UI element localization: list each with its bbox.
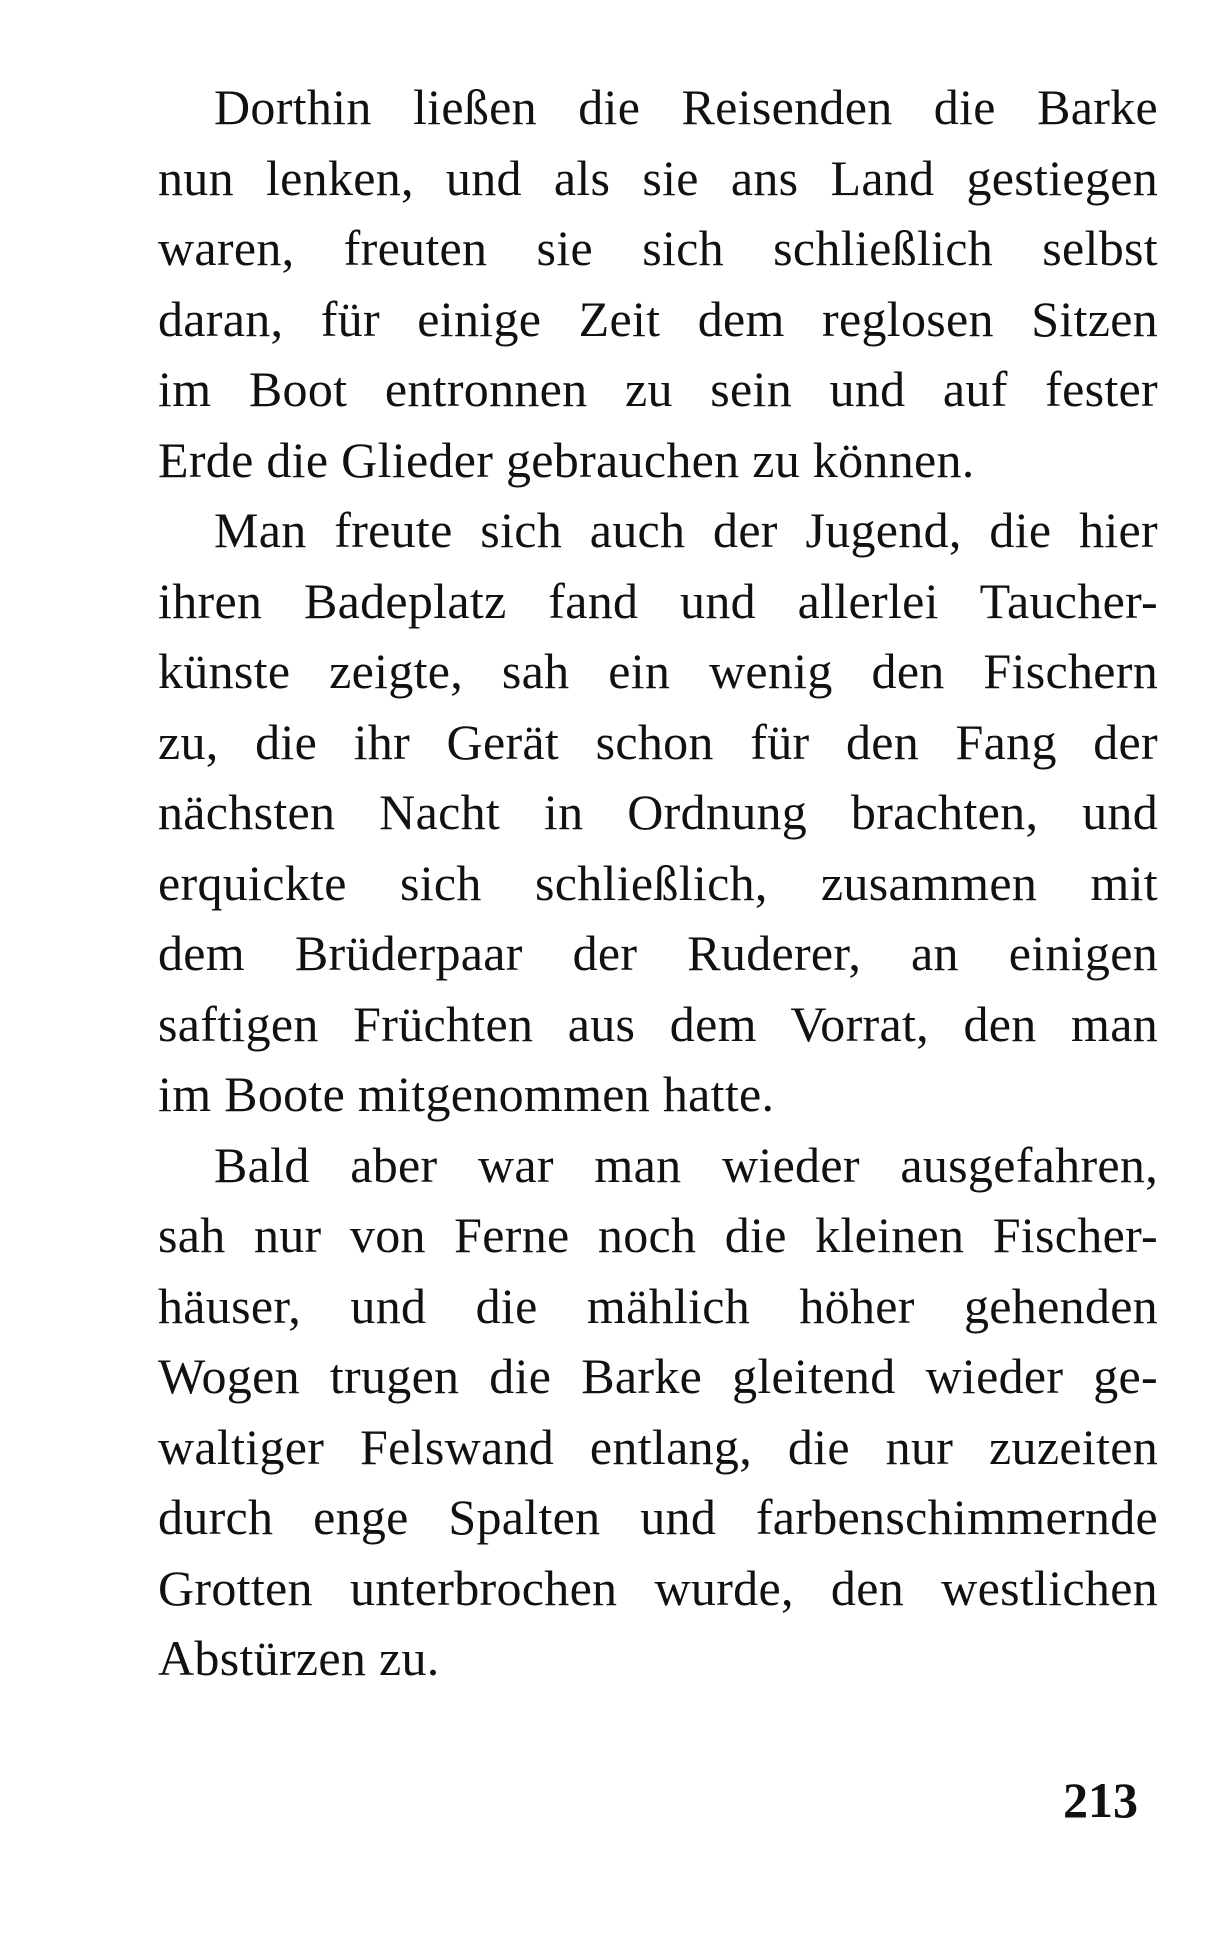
- text-line: dem Brüderpaar der Ruderer, an einigen: [158, 925, 1158, 981]
- text-line: saftigen Früchten aus dem Vorrat, den man: [158, 995, 1158, 1052]
- text-line: im Boote mitgenommen hatte.: [158, 1066, 775, 1122]
- text-line: Wogen trugen die Barke gleitend wieder ge-: [158, 1348, 1158, 1404]
- body-text: [158, 72, 1158, 1694]
- text-line: im Boot entronnen zu sein und auf fester: [158, 361, 1158, 417]
- text-line: Grotten unterbrochen wurde, den westlichen: [158, 1559, 1158, 1616]
- text-line: künste zeigte, sah ein wenig den Fischern: [158, 643, 1158, 699]
- paragraph-2: [158, 495, 1158, 1130]
- text-line: durch enge Spalten und farbenschimmernde: [158, 1489, 1158, 1545]
- text-line: Bald aber war man wieder ausgefahren,: [214, 1136, 1158, 1193]
- text-line: sah nur von Ferne noch die kleinen Fischer-: [158, 1207, 1158, 1263]
- text-line: zu, die ihr Gerät schon für den Fang der: [158, 713, 1158, 770]
- text-line: waltiger Felswand entlang, die nur zuzeiten: [158, 1418, 1158, 1475]
- text-line: nun lenken, und als sie ans Land gestiegen: [158, 149, 1158, 206]
- text-line: Erde die Glieder gebrauchen zu können.: [158, 431, 975, 488]
- paragraph-3: [158, 1130, 1158, 1694]
- text-line: Dorthin ließen die Reisenden die Barke: [214, 79, 1158, 135]
- paragraph-1: [158, 72, 1158, 495]
- text-line: häuser, und die mählich höher gehenden: [158, 1277, 1158, 1334]
- text-line: waren, freuten sie sich schließlich selbst: [158, 220, 1158, 276]
- text-line: Abstürzen zu.: [158, 1630, 440, 1686]
- text-line: erquickte sich schließlich, zusammen mit: [158, 854, 1158, 911]
- text-line: daran, für einige Zeit dem reglosen Sitzen: [158, 290, 1158, 347]
- text-line: ihren Badeplatz fand und allerlei Taucher-: [158, 572, 1158, 629]
- page-number: 213: [1063, 1772, 1138, 1828]
- text-line: nächsten Nacht in Ordnung brachten, und: [158, 784, 1158, 840]
- text-line: Man freute sich auch der Jugend, die hier: [214, 502, 1158, 558]
